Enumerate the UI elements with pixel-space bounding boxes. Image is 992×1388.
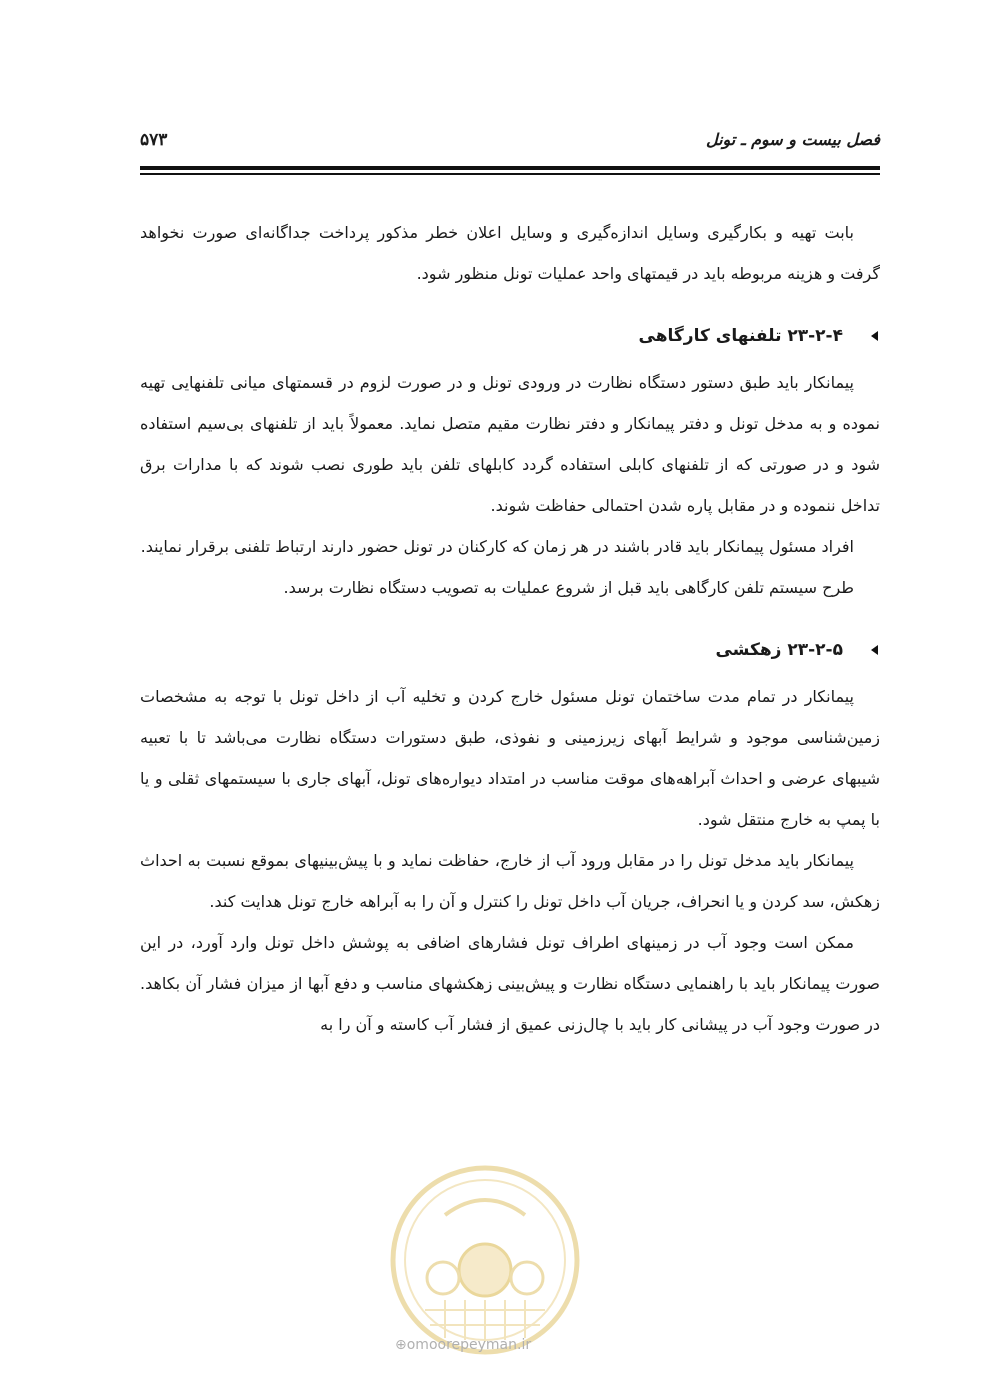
triangle-bullet-icon xyxy=(871,645,878,655)
paragraph: پیمانکار باید مدخل تونل را در مقابل ورود آب از خارج، حفاظت نماید و با پیش‌بینیهای بموقع نسبت به احداث زهکش، سد کردن و یا انحراف، جریان آب داخل تونل را کنترل و آن را به آبراهه خارج تونل هدایت کند. xyxy=(140,851,880,911)
header-rule-thin xyxy=(140,173,880,175)
globe-icon: ⊕ xyxy=(395,1337,407,1353)
body-text xyxy=(140,212,880,1045)
section-heading-text: ۲۳-۲-۴ تلفنهای کارگاهی xyxy=(638,326,843,346)
paragraph: ممکن است وجود آب در زمینهای اطراف تونل فشارهای اضافی به پوشش داخل تونل وارد آورد، در این صورت پیمانکار باید با راهنمایی دستگاه نظارت و پیش‌بینی زهکشهای مناسب و دفع آبها از میزان فشار آن بکاهد. در صورت وجود آب در پیشانی کار باید با چال‌زنی عمیق از فشار آب کاسته و آن را به xyxy=(140,933,880,1034)
page-number: ۵۷۳ xyxy=(140,130,168,150)
paragraph: طرح سیستم تلفن کارگاهی باید قبل از شروع عملیات به تصویب دستگاه نظارت برسد. xyxy=(283,578,854,597)
watermark-url: ⊕omoorepeyman.ir xyxy=(395,1337,532,1353)
watermark-seal-logo xyxy=(385,1160,585,1360)
running-header xyxy=(140,128,880,158)
triangle-bullet-icon xyxy=(871,331,878,341)
intro-paragraph: بابت تهیه و بکارگیری وسایل اندازه‌گیری و وسایل اعلان خطر مذکور پرداخت جداگانه‌ای صورت نخواهد گرفت و هزینه مربوطه باید در قیمتهای واحد عملیات تونل منظور شود. xyxy=(140,223,880,283)
section-heading-telephones xyxy=(140,316,880,356)
chapter-title: فصل بیست و سوم ـ تونل xyxy=(705,130,880,149)
section-heading-text: ۲۳-۲-۵ زهکشی xyxy=(715,640,843,660)
header-rule-thick xyxy=(140,166,880,170)
section-heading-drainage xyxy=(140,630,880,670)
paragraph: افراد مسئول پیمانکار باید قادر باشند در هر زمان که کارکنان در تونل حضور دارند ارتباط تلفنی برقرار نمایند. xyxy=(140,537,854,556)
paragraph: پیمانکار باید طبق دستور دستگاه نظارت در ورودی تونل و در صورت لزوم در قسمتهای میانی تلفنهایی تهیه نموده و به مدخل تونل و دفتر پیمانکار و دفتر نظارت مقیم متصل نماید. معمولاً باید از تلفنهای بی‌سیم استفاده شود و در صورتی که از تلفنهای کابلی استفاده گردد کابلهای تلفن باید طوری نصب شوند که با مدارات برق تداخل ننموده و در مقابل پاره شدن احتمالی حفاظت شوند. xyxy=(140,373,880,515)
paragraph: پیمانکار در تمام مدت ساختمان تونل مسئول خارج کردن و تخلیه آب از داخل تونل با توجه به مشخصات زمین‌شناسی موجود و شرایط آبهای زیرزمینی و نفوذی، طبق دستورات دستگاه نظارت می‌باشد تا با تعبیه شیبهای عرضی و احداث آبراهه‌های موقت مناسب در امتداد دیواره‌های تونل، آبهای جاری با سیستمهای ثقلی و یا با پمپ به خارج منتقل شود. xyxy=(140,687,880,829)
